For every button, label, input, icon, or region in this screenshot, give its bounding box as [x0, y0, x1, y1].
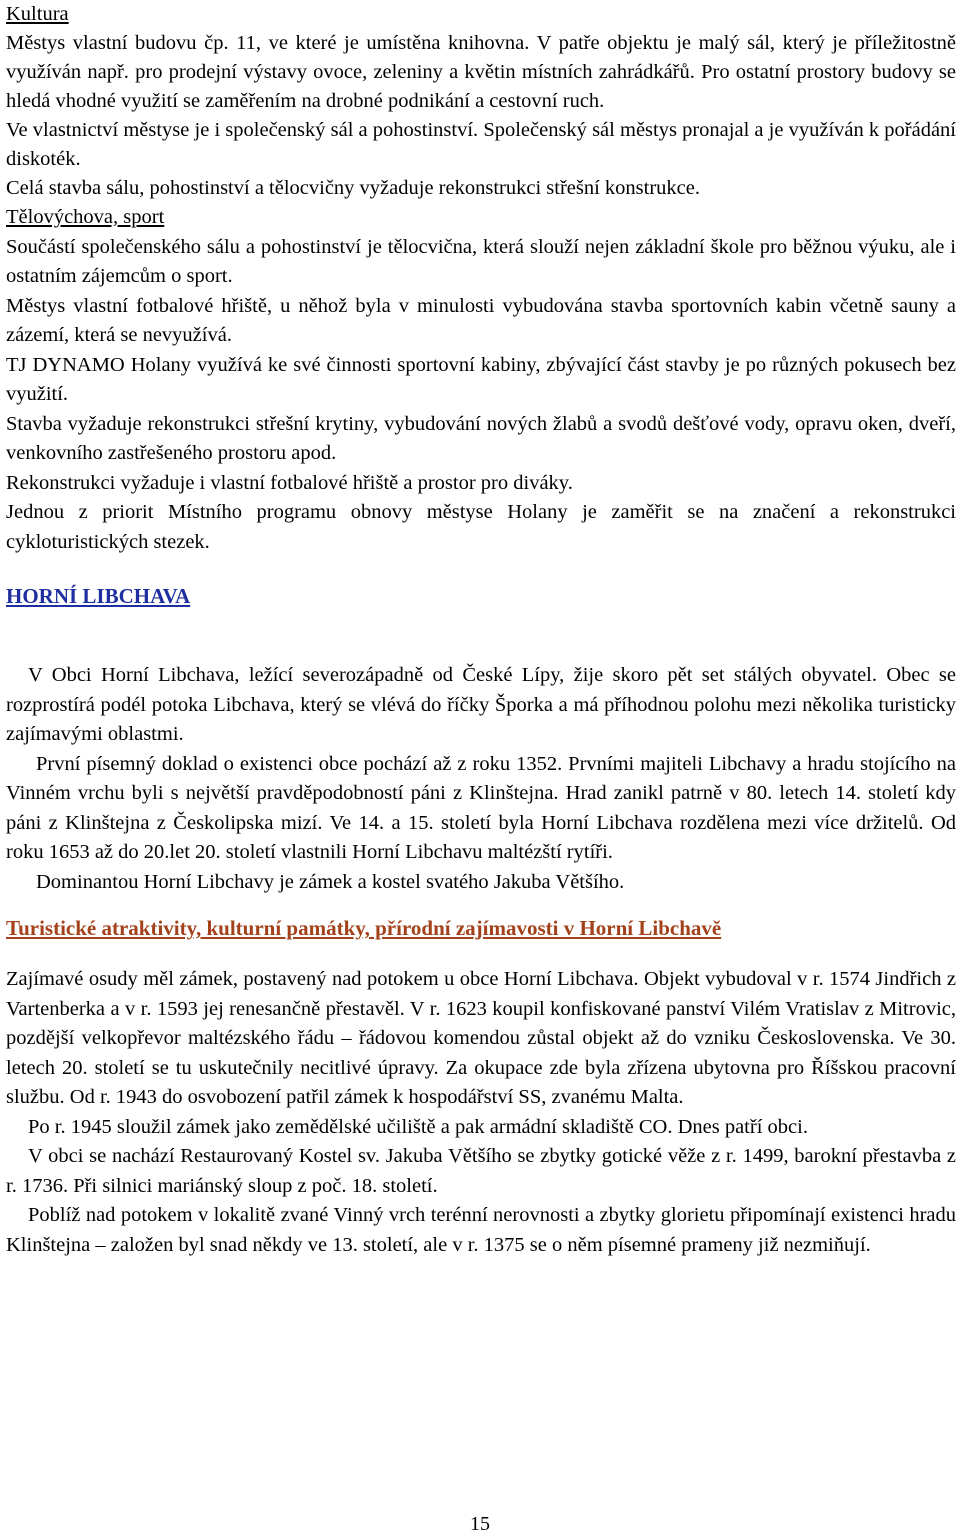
section-turisticke — [6, 913, 956, 1260]
telovychova-paragraph-2: Městys vlastní fotbalové hřiště, u něhož byla v minulosti vybudována stavba sportovních kabin včetně sauny a zázemí, která se nevyužívá. — [6, 294, 956, 346]
horni-libchava-paragraph-1: V Obci Horní Libchava, ležící severozápadně od České Lípy, žije skoro pět set stálých obyvatel. Obec se rozprostírá podél potoka Libchava, který se vlévá do říčky Šporka a má příhodnou polohu mezi několika turisticky zajímavými oblastmi. — [6, 664, 956, 745]
telovychova-heading: Tělovýchova, sport — [6, 206, 165, 228]
page-number: 15 — [470, 1513, 490, 1535]
turisticke-paragraph-4: Poblíž nad potokem v lokalitě zvané Vinný vrch terénní nerovnosti a zbytky glorietu připomínají existenci hradu Klinštejna – založen byl snad někdy ve 13. století, ale v r. 1375 se o něm písemné prameny již nezmiňují. — [6, 1204, 956, 1256]
turisticke-paragraph-1: Zajímavé osudy měl zámek, postavený nad potokem u obce Horní Libchava. Objekt vybudoval v r. 1574 Jindřich z Vartenberka a v r. 1593 jej renesančně přestavěl. V r. 1623 koupil konfiskované panství Vilém Vratislav z Mitrovic, pozdější velkopřevor maltézského řádu – řádovou komendou zůstal objekt až do vzniku Československa. Ve 30. letech 20. století se tu uskutečnily necitlivé úpravy. Za okupace zde byla zřízena ubytovna pro Říšskou pracovní službu. Od r. 1943 do osvobození patřil zámek k hospodářství SS, zvanému Malta. — [6, 968, 956, 1108]
kultura-paragraph-2: Ve vlastnictví městyse je i společenský sál a pohostinství. Společenský sál městys pronajal a je využíván k pořádání diskoték. — [6, 119, 956, 170]
kultura-paragraph-3: Celá stavba sálu, pohostinství a tělocvičny vyžaduje rekonstrukci střešní konstrukce. — [6, 177, 700, 199]
telovychova-paragraph-1: Součástí společenského sálu a pohostinství je tělocvična, která slouží nejen základní škole pro běžnou výuku, ale i ostatním zájemcům o sport. — [6, 235, 956, 287]
telovychova-paragraph-5: Rekonstrukci vyžaduje i vlastní fotbalové hřiště a prostor pro diváky. — [6, 471, 573, 494]
document-page — [6, 0, 956, 1260]
telovychova-paragraph-3: TJ DYNAMO Holany využívá ke své činnosti sportovní kabiny, zbývající část stavby je po různých pokusech bez využití. — [6, 353, 956, 405]
telovychova-paragraph-4: Stavba vyžaduje rekonstrukci střešní krytiny, vybudování nových žlabů a svodů dešťové vody, opravu oken, dveří, venkovního zastřešeného prostoru apod. — [6, 412, 956, 464]
turisticke-heading: Turistické atraktivity, kulturní památky, přírodní zajímavosti v Horní Libchavě — [6, 916, 722, 940]
section-horni-libchava — [6, 581, 956, 897]
turisticke-paragraph-3: V obci se nachází Restaurovaný Kostel sv. Jakuba Většího se zbytky gotické věže z r. 1499, barokní přestavba z r. 1736. Při silnici mariánský sloup z poč. 18. století. — [6, 1145, 956, 1197]
telovychova-paragraph-6: Jednou z priorit Místního programu obnovy městyse Holany je zaměřit se na značení a rekonstrukci cykloturistických stezek. — [6, 501, 956, 553]
kultura-paragraph-1: Městys vlastní budovu čp. 11, ve které je umístěna knihovna. V patře objektu je malý sál, který je příležitostně využíván např. pro prodejní výstavy ovoce, zeleniny a květin místních zahrádkářů. Pro ostatní prostory budovy se hledá vhodné využití se zaměřením na drobné podnikání a cestovní ruch. — [6, 32, 956, 112]
section-kultura — [6, 0, 956, 203]
horni-libchava-paragraph-2: První písemný doklad o existenci obce pochází až z roku 1352. Prvními majiteli Libchavy a hradu stojícího na Vinném vrchu byli s největší pravděpodobností páni z Klinštejna. Hrad zanikl patrně v 80. letech 14. století kdy páni z Klinštejna z Českolipska mizí. Ve 14. a 15. století byla Horní Libchava rozdělena mezi více držitelů. Od roku 1653 až do 20.let 20. století vlastnili Horní Libchavu maltézští rytíři. — [6, 752, 956, 863]
section-telovychova — [6, 203, 956, 557]
horni-libchava-heading: HORNÍ LIBCHAVA — [6, 584, 191, 608]
kultura-heading: Kultura — [6, 3, 69, 25]
horni-libchava-paragraph-3: Dominantou Horní Libchavy je zámek a kostel svatého Jakuba Většího. — [36, 870, 625, 893]
turisticke-paragraph-2: Po r. 1945 sloužil zámek jako zemědělské učiliště a pak armádní skladiště CO. Dnes patří obci. — [28, 1115, 808, 1138]
